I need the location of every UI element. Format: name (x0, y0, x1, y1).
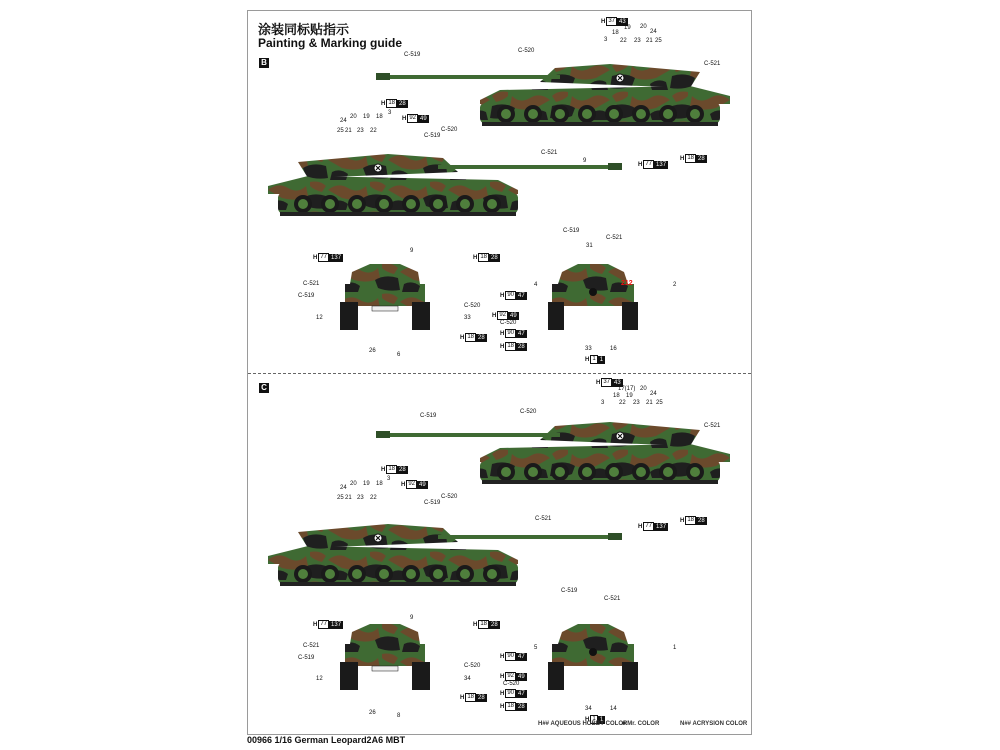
color-code: H 90 47 (500, 690, 525, 697)
callout-12: 12 (316, 676, 323, 682)
color-code: H 92 49 (492, 312, 517, 319)
callout-33: 33 (464, 315, 471, 321)
callout-c521: C-521 (303, 281, 320, 287)
callout-20: 20 (350, 114, 357, 120)
callout-18: 18 (376, 114, 383, 120)
tank-front-view-b (548, 262, 638, 332)
title-chinese: 涂装同标贴指示 (258, 23, 350, 38)
callout-c519: C-519 (420, 413, 437, 419)
callout-22: 22 (370, 128, 377, 134)
callout-9: 9 (410, 615, 414, 621)
color-code: H 18 28 (381, 466, 406, 473)
legend-mr-color: ■ Mr. COLOR (622, 721, 660, 727)
callout-c519: C-519 (298, 655, 315, 661)
callout-c520: C-520 (464, 663, 481, 669)
callout-33: 33 (585, 346, 592, 352)
callout-25: 25 (656, 400, 663, 406)
callout-24: 24 (340, 485, 347, 491)
color-code: H 77 137 (638, 523, 667, 530)
legend-acrysion: N## ACRYSION COLOR (680, 721, 748, 727)
callout-c519: C-519 (404, 52, 421, 58)
callout-22: 22 (370, 495, 377, 501)
callout-19: 19 (624, 25, 631, 31)
callout-3: 3 (388, 110, 392, 116)
callout-21: 21 (646, 38, 653, 44)
callout-c520: C-520 (441, 494, 458, 500)
callout-c520: C-520 (500, 320, 517, 326)
footer-product: 00966 1/16 German Leopard2A6 MBT (247, 735, 406, 745)
color-code: H 90 47 (500, 653, 525, 660)
callout-c519: C-519 (563, 228, 580, 234)
color-code: H 18 28 (473, 254, 498, 261)
callout-12: 12 (316, 315, 323, 321)
callout-c520: C-520 (503, 681, 520, 687)
title-english: Painting & Marking guide (258, 36, 403, 50)
section-c-badge: C (259, 383, 269, 393)
turret-number-plate: 212 (621, 280, 633, 287)
callout-c520: C-520 (518, 48, 535, 54)
callout-c519: C-519 (561, 588, 578, 594)
color-code: H 18 28 (460, 334, 485, 341)
callout-c521: C-521 (541, 150, 558, 156)
callout-25: 25 (655, 38, 662, 44)
callout-24: 24 (650, 29, 657, 35)
color-code: H 18 28 (381, 100, 406, 107)
tank-side-view-right-b (370, 60, 730, 140)
color-code: H 90 47 (500, 292, 525, 299)
callout-18: 18 (612, 30, 619, 36)
callout-2: 2 (673, 282, 677, 288)
color-code: H 18 28 (473, 621, 498, 628)
color-code: H 92 49 (401, 481, 426, 488)
callout-19: 19 (363, 481, 370, 487)
callout-c520: C-520 (441, 127, 458, 133)
callout-1: 1 (673, 645, 677, 651)
callout-c520: C-520 (464, 303, 481, 309)
callout-c521: C-521 (704, 423, 721, 429)
color-code: H 77 137 (313, 621, 342, 628)
callout-17: 17(17) (618, 386, 636, 392)
callout-22: 22 (620, 38, 627, 44)
callout-c519: C-519 (424, 133, 441, 139)
callout-c521: C-521 (606, 235, 623, 241)
color-code: H 77 137 (638, 161, 667, 168)
color-code: H 77 137 (313, 254, 342, 261)
color-code: H 18 28 (680, 517, 705, 524)
callout-34: 34 (464, 676, 471, 682)
callout-6: 6 (397, 352, 401, 358)
callout-3: 3 (387, 476, 391, 482)
callout-9: 9 (410, 248, 414, 254)
callout-26: 26 (369, 348, 376, 354)
callout-3: 3 (601, 400, 605, 406)
callout-18: 18 (376, 481, 383, 487)
color-code: H 37 43 (601, 18, 626, 25)
callout-20: 20 (640, 24, 647, 30)
callout-14: 14 (610, 706, 617, 712)
tank-front-view-c (548, 622, 638, 692)
tank-rear-view-c (340, 622, 430, 692)
callout-24: 24 (650, 391, 657, 397)
callout-25: 25 (337, 495, 344, 501)
color-code: H 18 28 (500, 343, 525, 350)
callout-20: 20 (350, 481, 357, 487)
section-b-badge: B (259, 58, 269, 68)
callout-23: 23 (357, 128, 364, 134)
callout-9: 9 (583, 158, 587, 164)
callout-23: 23 (633, 400, 640, 406)
callout-20: 20 (640, 386, 647, 392)
color-code: H 92 49 (500, 673, 525, 680)
callout-c521: C-521 (535, 516, 552, 522)
callout-8: 8 (397, 713, 401, 719)
callout-31: 31 (586, 243, 593, 249)
callout-5: 5 (534, 645, 538, 651)
color-code: H 1 1 (585, 716, 604, 723)
color-code: H 18 28 (680, 155, 705, 162)
callout-34: 34 (585, 706, 592, 712)
callout-25: 25 (337, 128, 344, 134)
callout-c519: C-519 (424, 500, 441, 506)
color-code: H 90 47 (500, 330, 525, 337)
callout-c521: C-521 (303, 643, 320, 649)
callout-4: 4 (534, 282, 538, 288)
callout-c519: C-519 (298, 293, 315, 299)
color-code: H 18 28 (500, 703, 525, 710)
callout-c521: C-521 (704, 61, 721, 67)
tank-side-view-left-b (268, 150, 628, 230)
callout-23: 23 (357, 495, 364, 501)
callout-23: 23 (634, 38, 641, 44)
callout-3: 3 (604, 37, 608, 43)
callout-19: 19 (626, 393, 633, 399)
callout-16: 16 (610, 346, 617, 352)
color-code: H 18 28 (460, 694, 485, 701)
callout-c521: C-521 (604, 596, 621, 602)
tank-rear-view-b (340, 262, 430, 332)
callout-c520: C-520 (520, 409, 537, 415)
callout-19: 19 (363, 114, 370, 120)
color-code: H 1 1 (585, 356, 604, 363)
legend-aqueous: H## AQUEOUS HOBBY COLOR (538, 721, 628, 727)
color-code: H 37 43 (596, 379, 621, 386)
callout-21: 21 (345, 495, 352, 501)
callout-26: 26 (369, 710, 376, 716)
callout-18: 18 (613, 393, 620, 399)
callout-24: 24 (340, 118, 347, 124)
callout-22: 22 (619, 400, 626, 406)
callout-21: 21 (646, 400, 653, 406)
section-divider (248, 373, 751, 374)
callout-21: 21 (345, 128, 352, 134)
color-code: H 92 49 (402, 115, 427, 122)
